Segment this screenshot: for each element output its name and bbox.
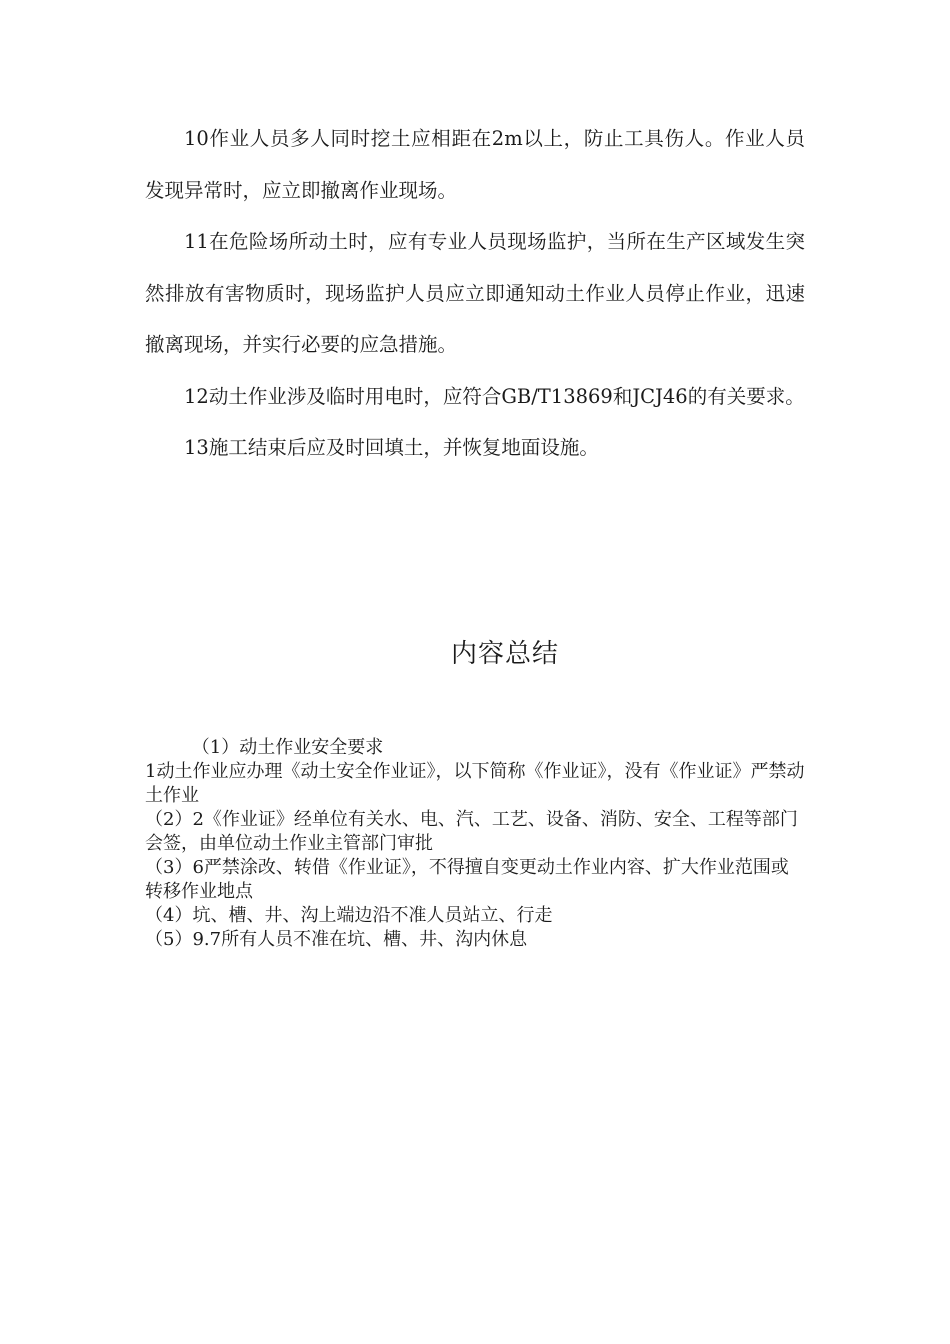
summary-list <box>145 736 805 952</box>
summary-item: （2）2《作业证》经单位有关水、电、汽、工艺、设备、消防、安全、工程等部门会签，由单位动土作业主管部门审批 <box>145 809 798 854</box>
paragraph-12: 12动土作业涉及临时用电时，应符合GB/T13869和JCJ46的有关要求。 <box>184 384 805 408</box>
body-text <box>145 113 805 474</box>
paragraph-10: 10作业人员多人同时挖土应相距在2m以上，防止工具伤人。作业人员发现异常时，应立即撤离作业现场。 <box>145 127 805 202</box>
summary-item: （1）动土作业安全要求 <box>191 737 384 758</box>
summary-item: （4）坑、槽、井、沟上端边沿不准人员站立、行走 <box>145 905 553 926</box>
summary-item: （3）6严禁涂改、转借《作业证》，不得擅自变更动土作业内容、扩大作业范围或转移作业地点 <box>145 857 789 902</box>
paragraph-13: 13施工结束后应及时回填土，并恢复地面设施。 <box>184 436 599 459</box>
summary-item: （5）9.7所有人员不准在坑、槽、井、沟内休息 <box>145 929 528 950</box>
summary-item: 1动土作业应办理《动土安全作业证》，以下简称《作业证》，没有《作业证》严禁动土作业 <box>145 761 805 806</box>
paragraph-11: 11在危险场所动土时，应有专业人员现场监护，当所在生产区域发生突然排放有害物质时，现场监护人员应立即通知动土作业人员停止作业，迅速撤离现场，并实行必要的应急措施。 <box>145 230 805 356</box>
summary-title: 内容总结 <box>450 639 559 669</box>
